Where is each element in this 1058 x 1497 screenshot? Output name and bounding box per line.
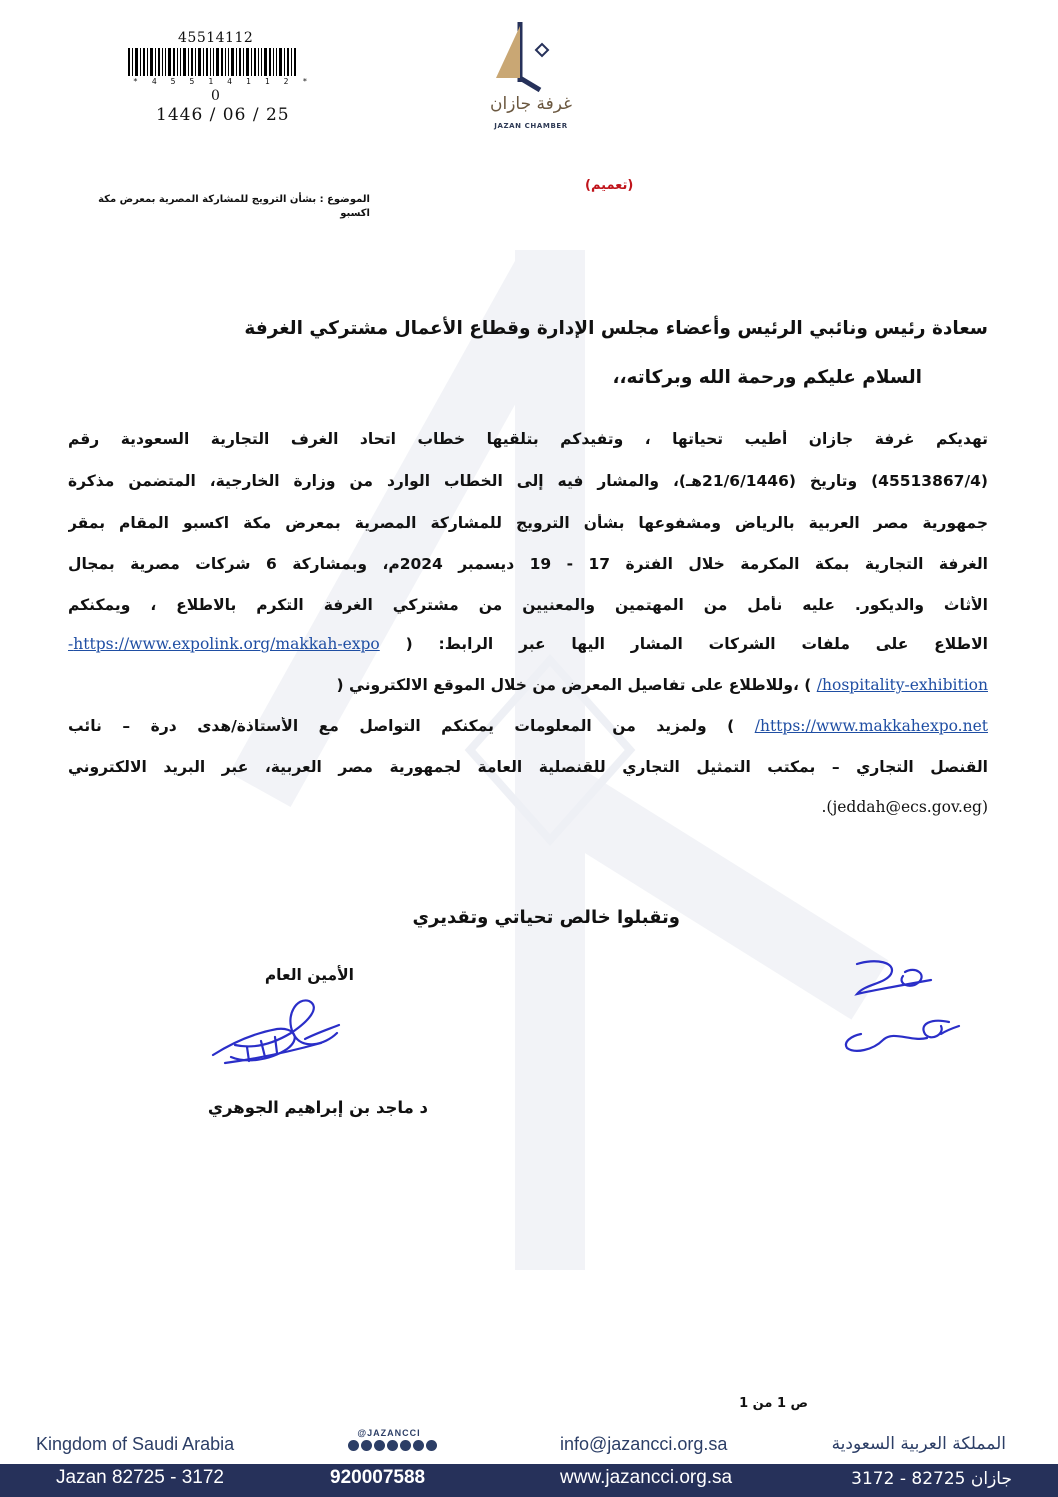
- signatory-name: د ماجد بن إبراهيم الجوهري: [207, 1098, 428, 1117]
- expolink-link-continued[interactable]: hospitality-exhibition/: [816, 676, 988, 694]
- footer-address-ar: جازان 82725 - 3172: [851, 1469, 1012, 1489]
- body-line: القنصل التجاري – بمكتب التمثيل التجاري للقنصلية العامة لجمهورية مصر العربية، عبر البريد الالكتروني: [68, 758, 988, 776]
- jazan-chamber-logo-icon: [478, 20, 584, 138]
- document-date: 1446 / 06 / 25: [156, 105, 290, 125]
- footer-social-handle: @JAZANCCI: [357, 1428, 421, 1438]
- youtube-icon[interactable]: [400, 1440, 411, 1451]
- snapchat-icon[interactable]: [348, 1440, 359, 1451]
- body-line-with-link: [68, 676, 988, 694]
- handwritten-signature: [205, 993, 375, 1093]
- footer-email[interactable]: info@jazancci.org.sa: [560, 1434, 728, 1454]
- page-number: ص 1 من 1: [739, 1396, 808, 1411]
- footer-social-icons: [348, 1440, 438, 1454]
- contact-email: (jeddah@ecs.gov.eg).: [821, 798, 988, 816]
- attachments-count: 0: [211, 88, 220, 104]
- x-twitter-icon[interactable]: [361, 1440, 372, 1451]
- tiktok-icon[interactable]: [413, 1440, 424, 1451]
- body-line-text: الاطلاع على ملفات الشركات المشار اليها عبر الرابط: (: [405, 635, 988, 653]
- facebook-icon[interactable]: [374, 1440, 385, 1451]
- footer-kingdom-en: Kingdom of Saudi Arabia: [36, 1434, 235, 1454]
- footer-website[interactable]: www.jazancci.org.sa: [560, 1467, 733, 1488]
- body-line: الغرفة التجارية بمكة المكرمة خلال الفترة 17 - 19 ديسمبر 2024م، وبمشاركة 6 شركات مصرية بمجال: [68, 555, 988, 573]
- signatory-title: الأمين العام: [264, 966, 354, 984]
- body-line-text: ) ولمزيد من المعلومات يمكنكم التواصل مع الأستاذة/هدى درة – نائب: [68, 717, 735, 735]
- body-line-with-link: [68, 717, 988, 735]
- logo-text-english: JAZAN CHAMBER: [494, 122, 568, 130]
- body-line: جمهورية مصر العربية بالرياض ومشفوعها بشأن الترويج للمشاركة المصرية بمعرض مكة اكسبو المقام بمقر: [68, 514, 988, 532]
- footer-phone[interactable]: 920007588: [330, 1467, 426, 1488]
- logo-text-arabic: غرفة جازان: [489, 94, 573, 114]
- circular-label: (تعميم): [585, 178, 634, 193]
- body-line: الأثاث والديكور. عليه نأمل من المهتمين والمعنيين من مشتركي الغرفة التكرم بالاطلاع ، ويمكنكم: [68, 596, 988, 614]
- instagram-icon[interactable]: [387, 1440, 398, 1451]
- body-line: تهديكم غرفة جازان أطيب تحياتها ، وتفيدكم بتلقيها خطاب اتحاد الغرف التجارية السعودية رقم: [68, 430, 988, 448]
- footer-kingdom-ar: المملكة العربية السعودية: [831, 1434, 1006, 1454]
- body-line-with-link: [68, 635, 988, 653]
- closing-line: وتقبلوا خالص تحياتي وتقديري: [412, 907, 680, 928]
- expolink-link[interactable]: https://www.expolink.org/makkah-expo-: [68, 635, 380, 653]
- addressee: سعادة رئيس ونائبي الرئيس وأعضاء مجلس الإدارة وقطاع الأعمال مشتركي الغرفة: [244, 318, 988, 339]
- greeting: السلام عليكم ورحمة الله وبركاته،،: [612, 367, 922, 388]
- handwritten-initials: [835, 950, 975, 1080]
- barcode-digits: * 4 5 5 1 4 1 1 2 *: [133, 77, 312, 86]
- barcode: [128, 48, 296, 76]
- body-line-text: ) ،وللاطلاع على تفاصيل المعرض من خلال الموقع الالكتروني (: [336, 676, 812, 694]
- reference-number: 45514112: [178, 30, 254, 46]
- footer-address-en: Jazan 82725 - 3172: [56, 1467, 224, 1488]
- subject-line: الموضوع : بشأن الترويج للمشاركة المصرية بمعرض مكة اكسبو: [98, 194, 370, 219]
- makkahexpo-link[interactable]: https://www.makkahexpo.net/: [754, 717, 988, 735]
- body-line: (45513867/4) وتاريخ (21/6/1446هـ)، والمشار فيه إلى الخطاب الوارد من وزارة الخارجية، المتضمن مذكرة: [68, 472, 988, 490]
- linkedin-icon[interactable]: [426, 1440, 437, 1451]
